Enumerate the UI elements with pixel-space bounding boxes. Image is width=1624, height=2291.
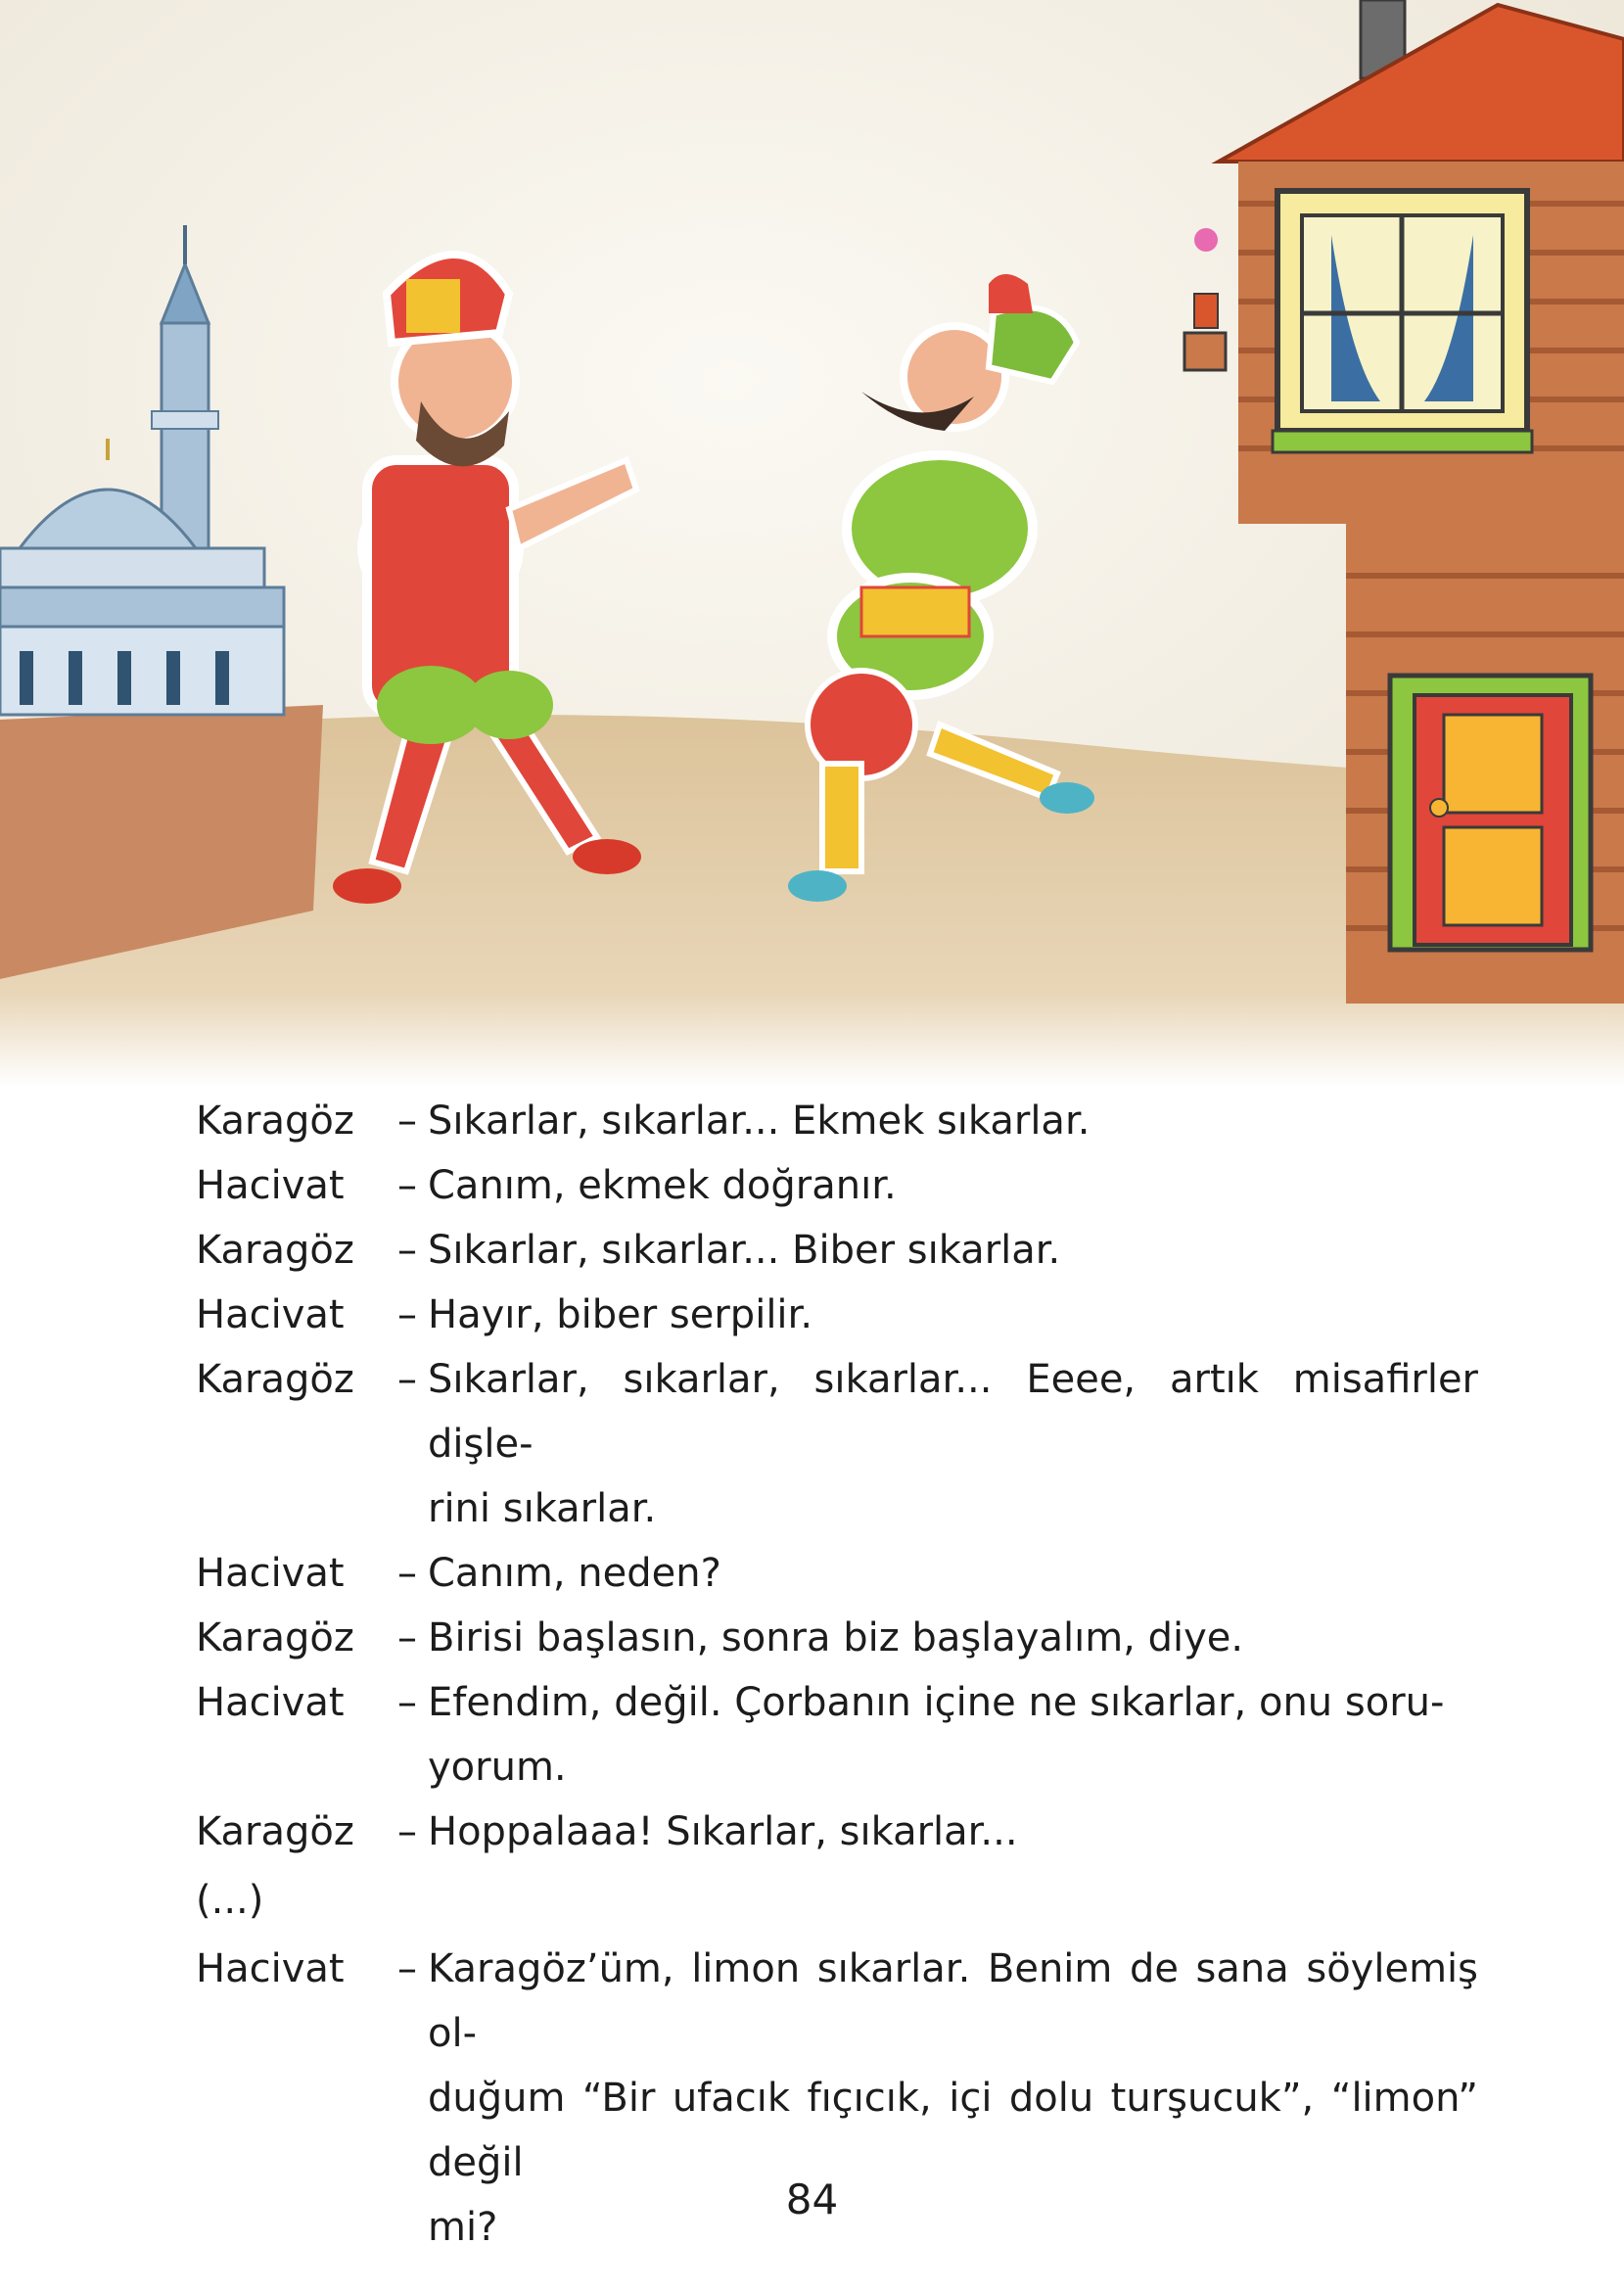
dialogue-line <box>196 1800 1478 1864</box>
dialogue-line <box>196 1541 1478 1606</box>
page-number: 84 <box>785 2175 839 2223</box>
speaker-dash: – <box>397 1551 417 1596</box>
speech-text: Karagöz’üm, limon sıkarlar. Benim de sana söylemiş ol- duğum “Bir ufacık fıçıcık, içi dolu turşucuk”, “limon” değil mi? <box>428 1946 1478 2250</box>
speaker-name: Karagöz <box>196 1228 354 1273</box>
speaker-dash: – <box>397 1809 417 1854</box>
speaker-dash: – <box>397 1292 417 1337</box>
speech-text: Sıkarlar, sıkarlar... Biber sıkarlar. <box>428 1228 1061 1273</box>
speech-text: Canım, ekmek doğranır. <box>428 1163 897 1208</box>
speaker-dash: – <box>397 1357 417 1402</box>
speech-text: Sıkarlar, sıkarlar... Ekmek sıkarlar. <box>428 1099 1090 1144</box>
speaker-dash: – <box>397 1946 417 1991</box>
omission-marker <box>196 1864 1478 1937</box>
speaker-dash: – <box>397 1163 417 1208</box>
speaker-name: Karagöz <box>196 1809 354 1854</box>
speaker-dash: – <box>397 1615 417 1660</box>
speech-text: Efendim, değil. Çorbanın içine ne sıkarlar, onu soru- yorum. <box>428 1680 1445 1790</box>
dialogue-line <box>196 1606 1478 1670</box>
dialogue-line <box>196 1347 1478 1541</box>
speaker-name: Karagöz <box>196 1099 354 1144</box>
speaker-name: Karagöz <box>196 1615 354 1660</box>
dialogue-line <box>196 1089 1478 1153</box>
speech-text: Birisi başlasın, sonra biz başlayalım, diye. <box>428 1615 1244 1660</box>
dialogue-line <box>196 1670 1478 1800</box>
dialogue-text <box>196 1089 1478 2260</box>
speaker-name: Hacivat <box>196 1946 345 1991</box>
speech-text: Hoppalaaa! Sıkarlar, sıkarlar... <box>428 1809 1018 1854</box>
dialogue-line <box>196 1218 1478 1283</box>
speaker-dash: – <box>397 1228 417 1273</box>
dialogue-line <box>196 1153 1478 1218</box>
speaker-name: Hacivat <box>196 1680 345 1725</box>
speech-text: Hayır, biber serpilir. <box>428 1292 813 1337</box>
speech-text: Sıkarlar, sıkarlar, sıkarlar... Eeee, artık misafirler dişle- rini sıkarlar. <box>428 1357 1478 1531</box>
speaker-dash: – <box>397 1099 417 1144</box>
speaker-name: Hacivat <box>196 1292 345 1337</box>
speech-text: Canım, neden? <box>428 1551 721 1596</box>
speaker-name: Hacivat <box>196 1551 345 1596</box>
speaker-name: Karagöz <box>196 1357 354 1402</box>
speaker-dash: – <box>397 1680 417 1725</box>
illustration-scene <box>0 0 1624 1087</box>
speaker-name: Hacivat <box>196 1163 345 1208</box>
dialogue-line <box>196 1283 1478 1347</box>
ellipsis-text: (...) <box>196 1878 264 1923</box>
